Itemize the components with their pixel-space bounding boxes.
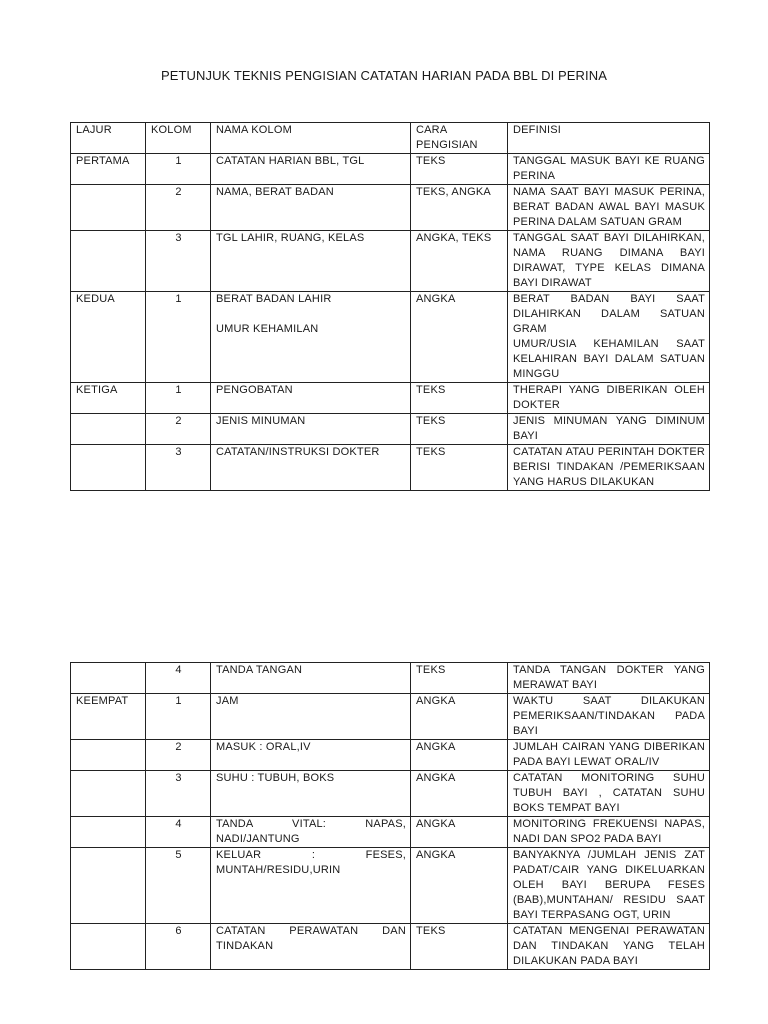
table-header-row [71, 123, 710, 154]
header-cara-pengisian: CARA PENGISIAN [411, 123, 508, 154]
cell-definisi: THERAPI YANG DIBERIKAN OLEH DOKTER [508, 383, 710, 414]
definisi-text: UMUR/USIA KEHAMILAN SAAT KELAHIRAN BAYI DALAM SATUAN MINGGU [513, 338, 705, 380]
header-nama-kolom: NAMA KOLOM [211, 123, 411, 154]
header-kolom: KOLOM [146, 123, 211, 154]
cell-cara-pengisian: TEKS [411, 383, 508, 414]
table-row [71, 740, 710, 771]
nama-kolom-text: UMUR KEHAMILAN [216, 323, 319, 335]
cell-cara-pengisian: TEKS [411, 924, 508, 970]
cell-lajur [71, 771, 146, 817]
document-title: PETUNJUK TEKNIS PENGISIAN CATATAN HARIAN PADA BBL DI PERINA [160, 68, 608, 83]
cell-nama-kolom: MASUK : ORAL,IV [211, 740, 411, 771]
cell-cara-pengisian: ANGKA [411, 848, 508, 924]
table-row [71, 694, 710, 740]
table-row [71, 924, 710, 970]
cell-kolom: 1 [146, 383, 211, 414]
cell-cara-pengisian: ANGKA [411, 771, 508, 817]
cell-nama-kolom: TGL LAHIR, RUANG, KELAS [211, 231, 411, 292]
cell-nama-kolom [211, 292, 411, 383]
cell-cara-pengisian: ANGKA [411, 292, 508, 383]
cell-cara-pengisian: TEKS, ANGKA [411, 185, 508, 231]
cell-lajur: KEDUA [71, 292, 146, 383]
cell-definisi: BANYAKNYA /JUMLAH JENIS ZAT PADAT/CAIR YANG DIKELUARKAN OLEH BAYI BERUPA FESES (BAB),MUNTAHAN/ RESIDU SAAT BAYI TERPASANG OGT, URIN [508, 848, 710, 924]
cell-nama-kolom: CATATAN/INSTRUKSI DOKTER [211, 445, 411, 491]
cell-lajur [71, 663, 146, 694]
table-row [71, 445, 710, 491]
cell-definisi [508, 292, 710, 383]
table-row [71, 663, 710, 694]
cell-lajur [71, 445, 146, 491]
cell-cara-pengisian: TEKS [411, 154, 508, 185]
header-definisi: DEFINISI [508, 123, 710, 154]
cell-cara-pengisian: TEKS [411, 663, 508, 694]
cell-lajur [71, 414, 146, 445]
cell-definisi: JENIS MINUMAN YANG DIMINUM BAYI [508, 414, 710, 445]
table-row [71, 383, 710, 414]
cell-nama-kolom: TANDA TANGAN [211, 663, 411, 694]
cell-kolom: 2 [146, 185, 211, 231]
cell-lajur [71, 231, 146, 292]
header-lajur: LAJUR [71, 123, 146, 154]
cell-definisi: WAKTU SAAT DILAKUKAN PEMERIKSAAN/TINDAKAN PADA BAYI [508, 694, 710, 740]
cell-lajur: PERTAMA [71, 154, 146, 185]
cell-cara-pengisian: ANGKA [411, 694, 508, 740]
cell-definisi: NAMA SAAT BAYI MASUK PERINA, BERAT BADAN AWAL BAYI MASUK PERINA DALAM SATUAN GRAM [508, 185, 710, 231]
cell-cara-pengisian: ANGKA [411, 817, 508, 848]
cell-lajur [71, 924, 146, 970]
line-gap [216, 307, 406, 322]
table-row [71, 292, 710, 383]
cell-nama-kolom: JENIS MINUMAN [211, 414, 411, 445]
definisi-text: BERAT BADAN BAYI SAAT DILAHIRKAN DALAM SATUAN GRAM [513, 293, 705, 335]
cell-kolom: 1 [146, 292, 211, 383]
cell-kolom: 6 [146, 924, 211, 970]
cell-cara-pengisian: ANGKA [411, 740, 508, 771]
cell-cara-pengisian: TEKS [411, 445, 508, 491]
cell-nama-kolom: PENGOBATAN [211, 383, 411, 414]
cell-kolom: 2 [146, 414, 211, 445]
cell-lajur: KEEMPAT [71, 694, 146, 740]
table-row [71, 771, 710, 817]
cell-definisi: TANDA TANGAN DOKTER YANG MERAWAT BAYI [508, 663, 710, 694]
cell-kolom: 1 [146, 154, 211, 185]
cell-kolom: 5 [146, 848, 211, 924]
cell-lajur: KETIGA [71, 383, 146, 414]
table-row [71, 817, 710, 848]
table-row [71, 231, 710, 292]
cell-definisi: MONITORING FREKUENSI NAPAS, NADI DAN SPO2 PADA BAYI [508, 817, 710, 848]
table-row [71, 154, 710, 185]
cell-definisi: JUMLAH CAIRAN YANG DIBERIKAN PADA BAYI LEWAT ORAL/IV [508, 740, 710, 771]
cell-lajur [71, 740, 146, 771]
guide-table-part-1 [70, 122, 710, 491]
cell-kolom: 1 [146, 694, 211, 740]
cell-nama-kolom: CATATAN PERAWATAN DAN TINDAKAN [211, 924, 411, 970]
cell-nama-kolom: KELUAR : FESES, MUNTAH/RESIDU,URIN [211, 848, 411, 924]
cell-definisi: TANGGAL MASUK BAYI KE RUANG PERINA [508, 154, 710, 185]
cell-definisi: CATATAN ATAU PERINTAH DOKTER BERISI TINDAKAN /PEMERIKSAAN YANG HARUS DILAKUKAN [508, 445, 710, 491]
cell-kolom: 4 [146, 663, 211, 694]
cell-lajur [71, 185, 146, 231]
cell-nama-kolom: NAMA, BERAT BADAN [211, 185, 411, 231]
cell-kolom: 3 [146, 445, 211, 491]
cell-kolom: 3 [146, 231, 211, 292]
cell-nama-kolom: TANDA VITAL: NAPAS, NADI/JANTUNG [211, 817, 411, 848]
cell-nama-kolom: SUHU : TUBUH, BOKS [211, 771, 411, 817]
table-row [71, 185, 710, 231]
cell-nama-kolom: CATATAN HARIAN BBL, TGL [211, 154, 411, 185]
table-row [71, 414, 710, 445]
cell-definisi: CATATAN MONITORING SUHU TUBUH BAYI , CATATAN SUHU BOKS TEMPAT BAYI [508, 771, 710, 817]
cell-cara-pengisian: ANGKA, TEKS [411, 231, 508, 292]
nama-kolom-text: BERAT BADAN LAHIR [216, 293, 332, 305]
cell-kolom: 3 [146, 771, 211, 817]
cell-nama-kolom: JAM [211, 694, 411, 740]
cell-definisi: TANGGAL SAAT BAYI DILAHIRKAN, NAMA RUANG DIMANA BAYI DIRAWAT, TYPE KELAS DIMANA BAYI DIRAWAT [508, 231, 710, 292]
guide-table-part-2 [70, 662, 710, 970]
cell-kolom: 2 [146, 740, 211, 771]
cell-kolom: 4 [146, 817, 211, 848]
cell-cara-pengisian: TEKS [411, 414, 508, 445]
cell-definisi: CATATAN MENGENAI PERAWATAN DAN TINDAKAN YANG TELAH DILAKUKAN PADA BAYI [508, 924, 710, 970]
cell-lajur [71, 848, 146, 924]
cell-lajur [71, 817, 146, 848]
table-row [71, 848, 710, 924]
